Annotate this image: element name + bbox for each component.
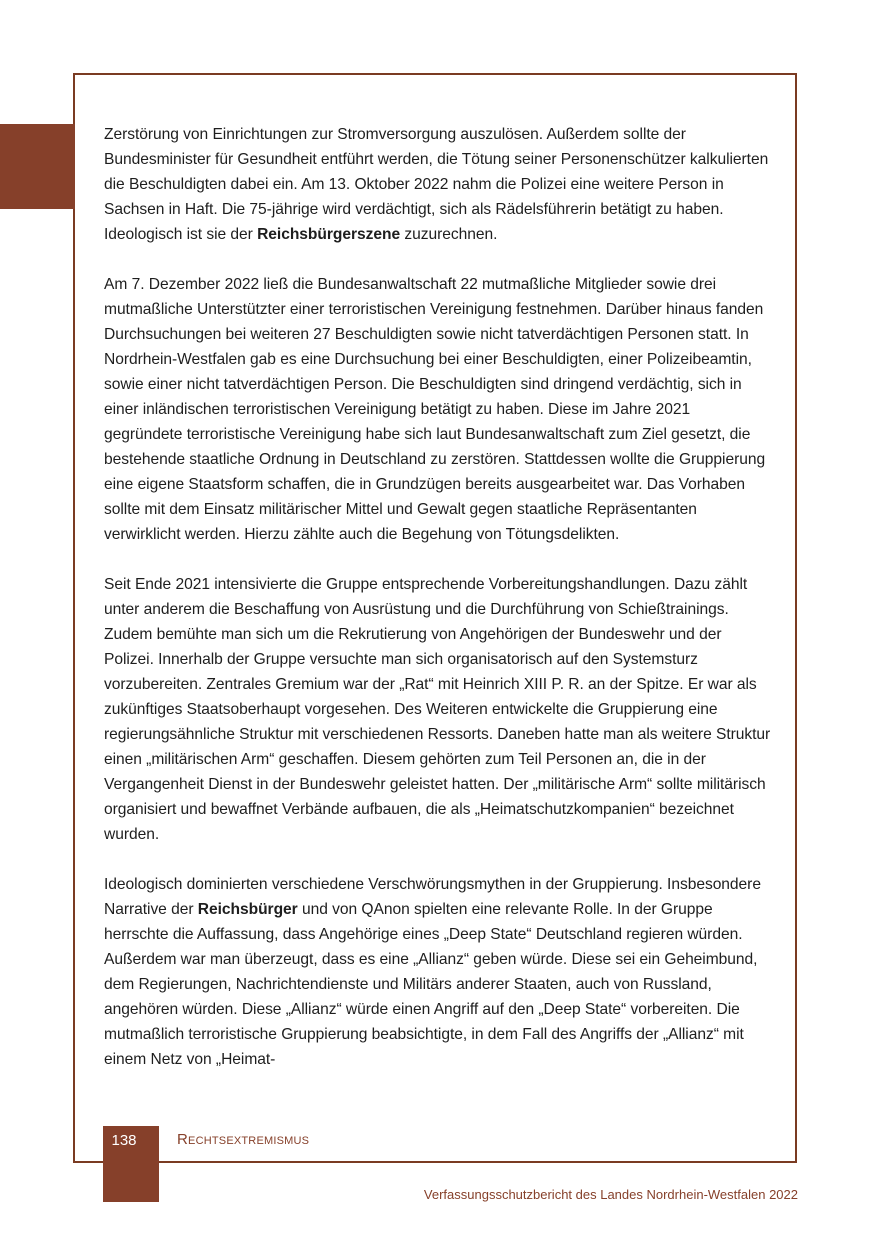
page-number: 138: [111, 1132, 137, 1149]
side-tab-marker: [0, 124, 75, 209]
paragraph-3: Seit Ende 2021 intensivierte die Gruppe entsprechende Vorbereitungshandlungen. Dazu zählt unter anderem die Beschaffung von Ausrüstung und die Durchführung von Schießtrainings. Zudem bemühte man sich um die Rekrutierung von Angehörigen der Bundeswehr und der Polizei. Innerhalb der Gruppe versuchte man sich organisatorisch auf den Systemsturz vorzubereiten. Zentrales Gremium war der „Rat“ mit Heinrich XIII P. R. an der Spitze. Er war als zukünftiges Staatsoberhaupt vorgesehen. Des Weiteren entwickelte die Gruppierung eine regierungsähnliche Struktur mit verschiedenen Ressorts. Daneben hatte man als weitere Struktur einen „militärischen Arm“ geschaffen. Diesem gehörten zum Teil Personen an, die in der Vergangenheit Dienst in der Bundeswehr geleistet hatten. Der „militärische Arm“ sollte militärisch organisiert und bewaffnet Verbände aufbauen, die als „Heimatschutzkompanien“ bezeichnet wurden.: [104, 576, 771, 843]
paragraph-1-text-a: Zerstörung von Einrichtungen zur Stromversorgung auszulösen. Außerdem sollte der Bundesminister für Gesundheit entführt werden, die Tötung seiner Personenschützer kalkulierten die Beschuldigten dabei ein. Am 13. Oktober 2022 nahm die Polizei eine weitere Person in Sachsen in Haft. Die 75-jährige wird verdächtigt, sich als Rädelsführerin betätigt zu haben. Ideologisch ist sie der: [104, 126, 769, 243]
term-reichsbuergerszene: Reichsbürgerszene: [257, 226, 401, 243]
paragraph-4: [104, 872, 772, 1072]
paragraph-1-text-b: zuzurechnen.: [400, 226, 498, 243]
paragraph-4-text-b: und von QAnon spielten eine relevante Rolle. In der Gruppe herrschte die Auffassung, dass Angehörige eines „Deep State“ Deutschland regieren würden. Außerdem war man überzeugt, dass es eine „Allianz“ geben würde. Diese sei ein Geheimbund, dem Regierungen, Nachrichtendienste und Militärs anderer Staaten, auch von Russland, angehören würden. Diese „Allianz“ würde einen Angriff auf den „Deep State“ vorbereiten. Die mutmaßlich terroristische Gruppierung beabsichtigte, in dem Fall des Angriffs der „Allianz“ mit einem Netz von „Heimat-: [104, 901, 758, 1068]
term-reichsbuerger: Reichsbürger: [197, 901, 298, 918]
paragraph-1: [104, 122, 772, 247]
section-label: Rechtsextremismus: [177, 1131, 310, 1148]
paragraph-4-text-a: Ideologisch dominierten verschiedene Verschwörungsmythen in der Gruppierung. Insbesondere Narrative der: [104, 876, 761, 918]
main-text: [104, 122, 772, 1097]
paragraph-2: Am 7. Dezember 2022 ließ die Bundesanwaltschaft 22 mutmaßliche Mitglieder sowie drei mutmaßliche Unterstützter einer terroristischen Vereinigung festnehmen. Darüber hinaus fanden Durchsuchungen bei weiteren 27 Beschuldigten sowie nicht tatverdächtigen Personen statt. In Nordrhein-Westfalen gab es eine Durchsuchung bei einer Beschuldigten, einer Polizeibeamtin, sowie einer nicht tatverdächtigen Person. Die Beschuldigten sind dringend verdächtig, sich in einer inländischen terroristischen Vereinigung betätigt zu haben. Diese im Jahre 2021 gegründete terroristische Vereinigung habe sich laut Bundesanwaltschaft zum Ziel gesetzt, die bestehende staatliche Ordnung in Deutschland zu zerstören. Stattdessen wollte die Gruppierung eine eigene Staatsform schaffen, die in Grundzügen bereits ausgearbeitet war. Das Vorhaben sollte mit dem Einsatz militärischer Mittel und Gewalt gegen staatliche Repräsentanten verwirklicht werden. Hierzu zählte auch die Begehung von Tötungsdelikten.: [104, 276, 766, 543]
page-number-box: [103, 1126, 159, 1202]
publication-title: Verfassungsschutzbericht des Landes Nordrhein-Westfalen 2022: [423, 1187, 798, 1202]
